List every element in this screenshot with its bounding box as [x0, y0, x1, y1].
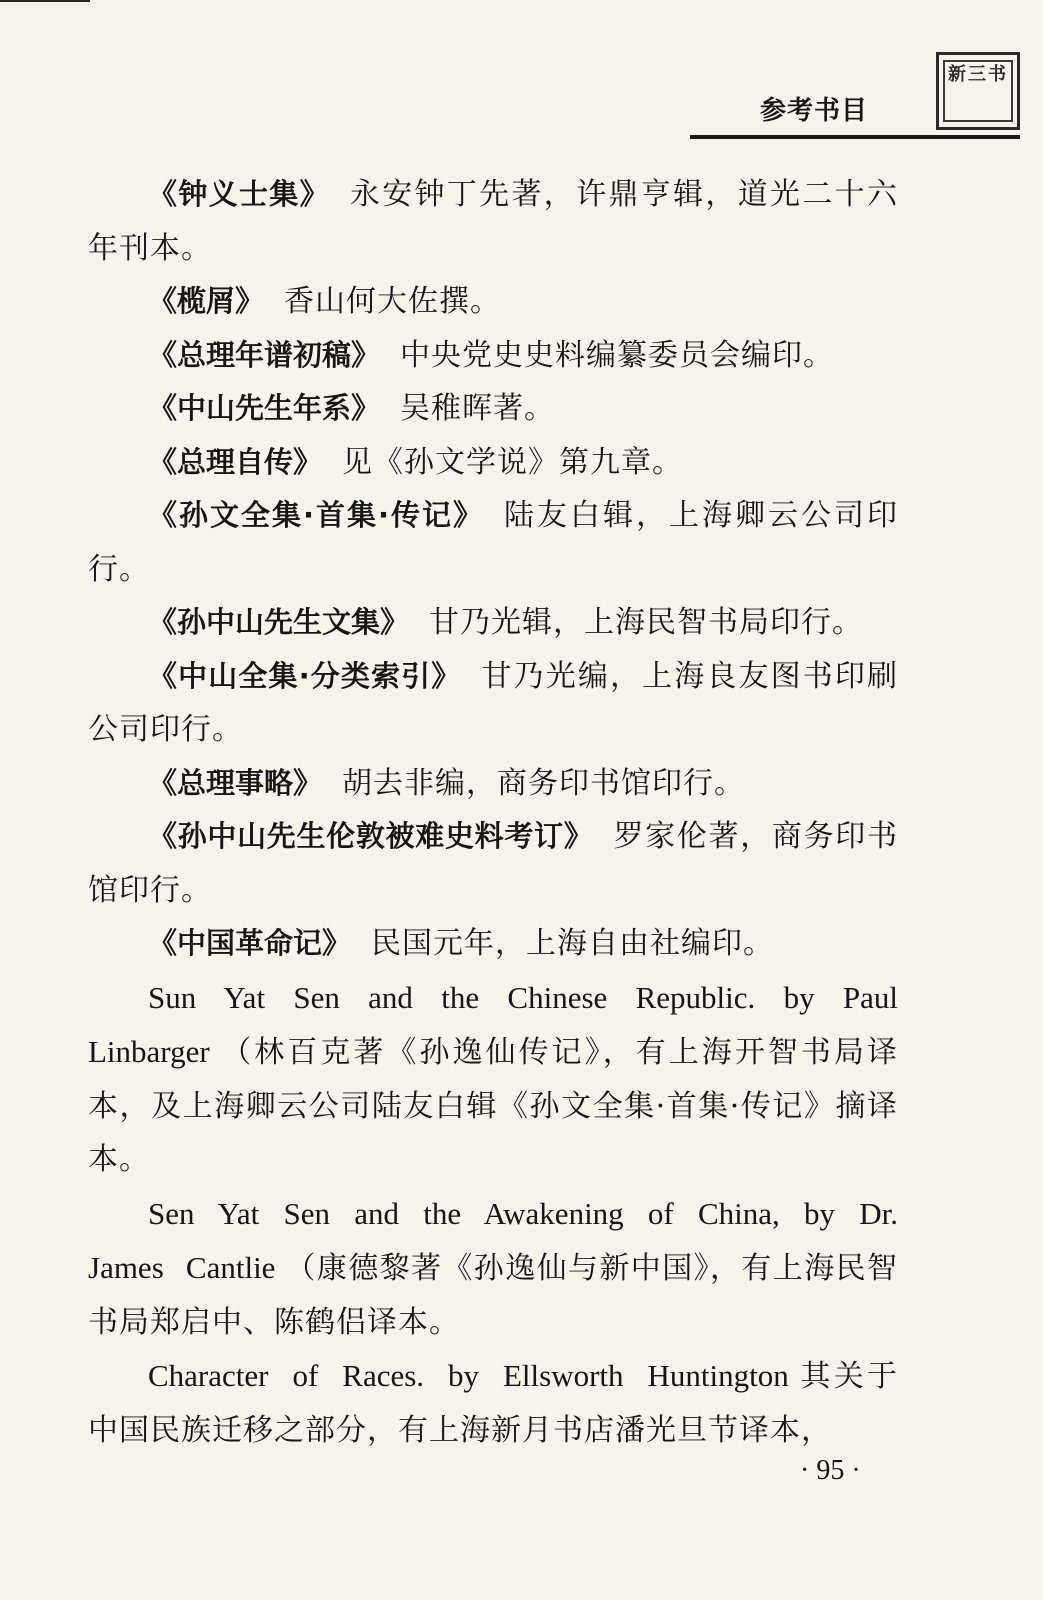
header-rule [690, 135, 1020, 139]
english-book-citation: Character of Races. by Ellsworth Huntington [148, 1358, 789, 1393]
book-title: 《榄屑》 [148, 284, 265, 318]
english-book-citation: Sen Yat Sen and the Awakening of China, by Dr. James Cantlie [88, 1195, 898, 1285]
bibliography-entry [88, 810, 898, 917]
book-title: 《钟义士集》 [148, 177, 330, 211]
english-bibliography-entry [88, 971, 898, 1187]
book-description: 甘乃光辑，上海民智书局印行。 [429, 605, 864, 640]
book-description: 吴稚晖著。 [400, 391, 556, 426]
book-description: 罗家伦著，商务印书馆印行。 [88, 819, 898, 908]
english-bibliography-entry [88, 1187, 898, 1350]
book-title: 《总理年谱初稿》 [148, 337, 381, 372]
translation-note: （林百克著《孙逸仙传记》，有上海开智书局译本，及上海卿云公司陆友白辑《孙文全集·首集·传记》摘译本。 [88, 1035, 898, 1177]
book-description: 见《孙文学说》第九章。 [342, 444, 684, 480]
bibliography-entry [88, 596, 898, 650]
bibliography-entry [88, 329, 898, 383]
bibliography-entry [88, 757, 898, 811]
english-book-citation: Sun Yat Sen and the Chinese Republic. by Paul Linbarger [88, 979, 898, 1069]
book-title: 《孙中山先生伦敦被难史料考订》 [148, 819, 594, 853]
bibliography-entry [88, 489, 898, 596]
bibliography-entry [88, 917, 898, 971]
book-title: 《孙中山先生文集》 [148, 605, 410, 639]
page-number: · 95 · [800, 1455, 861, 1486]
bibliography-entry [88, 436, 898, 490]
translation-note: （康德黎著《孙逸仙与新中国》，有上海民智书局郑启中、陈鹤侣译本。 [88, 1251, 898, 1340]
book-description: 甘乃光编，上海良友图书印刷公司印行。 [88, 658, 898, 747]
bibliography-list [88, 168, 898, 1457]
bibliography-entry [88, 168, 898, 275]
book-title: 《孙文全集·首集·传记》 [148, 498, 485, 532]
translation-note: 其关于中国民族迁移之部分，有上海新月书店潘光旦节译本， [88, 1359, 899, 1448]
book-title: 《总理自传》 [148, 444, 323, 479]
english-bibliography-entry [88, 1349, 898, 1457]
bibliography-entry [88, 382, 898, 436]
bibliography-entry [88, 650, 898, 757]
book-title: 《中国革命记》 [148, 926, 352, 960]
book-description: 民国元年，上海自由社编印。 [371, 926, 775, 961]
book-description: 香山何大佐撰。 [284, 284, 502, 319]
book-description: 永安钟丁先著，许鼎亨辑，道光二十六年刊本。 [88, 177, 898, 266]
top-edge-rule [0, 0, 90, 2]
book-description: 胡去非编，商务印书馆印行。 [342, 765, 746, 801]
book-description: 中央党史史料编纂委员会编印。 [400, 337, 835, 373]
seal-stamp-text: 新三书 [943, 60, 1013, 122]
seal-stamp-icon [936, 52, 1020, 130]
running-header-title: 参考书目 [760, 96, 869, 126]
book-title: 《总理事略》 [148, 765, 323, 800]
book-title: 《中山全集·分类索引》 [148, 658, 462, 693]
book-description: 陆友白辑，上海卿云公司印行。 [88, 498, 898, 587]
book-title: 《中山先生年系》 [148, 391, 381, 425]
bibliography-entry [88, 275, 898, 329]
